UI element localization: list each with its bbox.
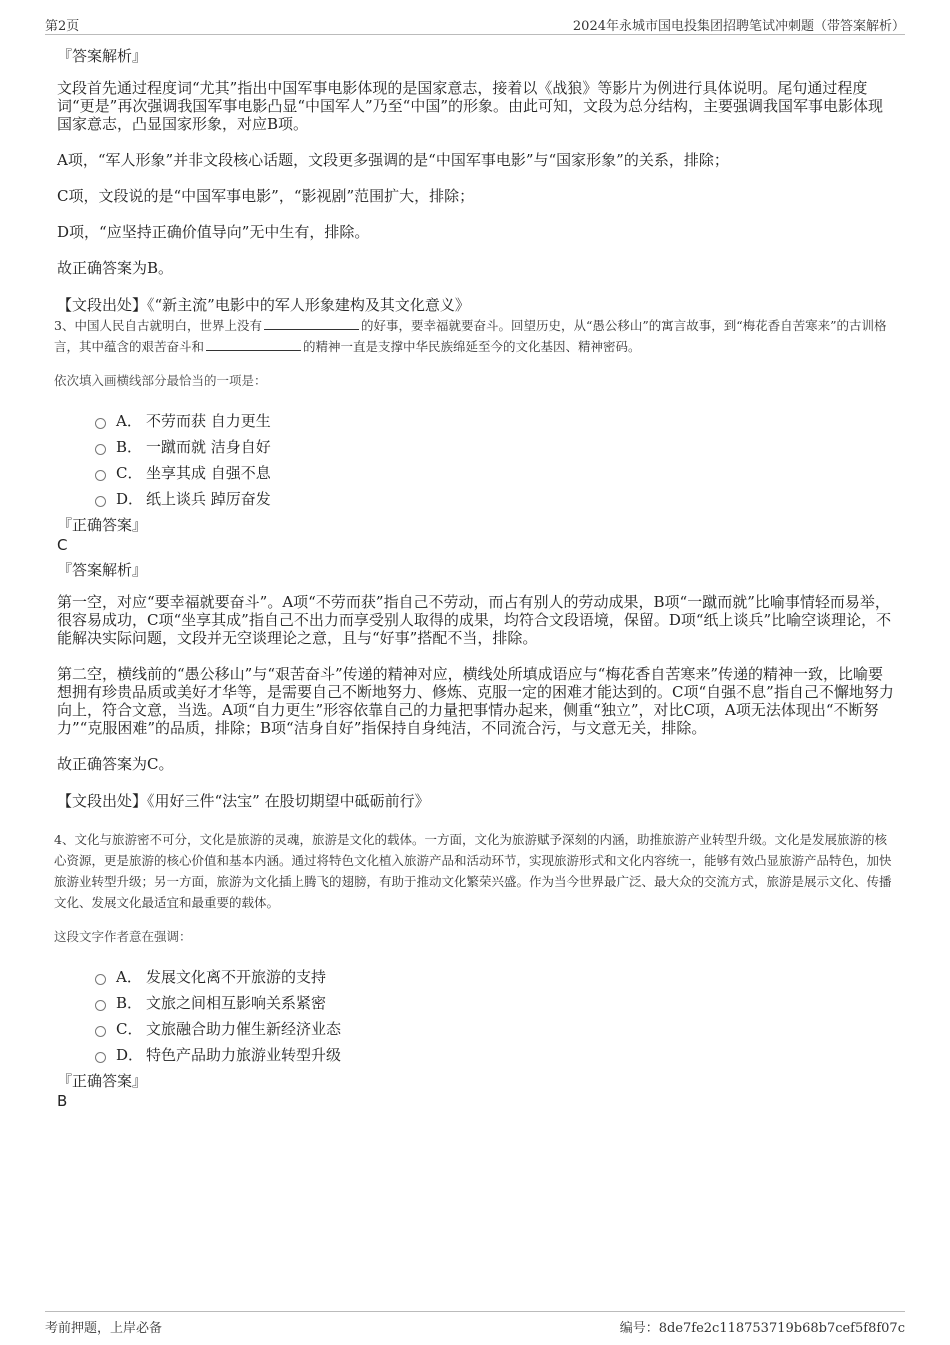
analysis-paragraph: 第二空，横线前的“愚公移山”与“艰苦奋斗”传递的精神对应，横线处所填成语应与“梅花香自苦寒来”传递的精神一致，比喻要想拥有珍贵品质或美好才华等，是需要自己不断地努力、修炼、克服一定的困难才能达到的。C项“自强不息”指自己不懈地努力向上，符合文意，当选。A项“自力更生”形容依靠自己的力量把事情办起来，侧重“独立”，对比C项，A项无法体现出“不断努力”“克服困难”的品质，排除；B项“洁身自好”指保持自身纯洁，不同流合污，与文意无关，排除。	[57, 665, 894, 737]
radio-icon[interactable]	[95, 1052, 106, 1063]
radio-icon[interactable]	[95, 1000, 106, 1011]
analysis-paragraph: C项，文段说的是“中国军事电影”，“影视剧”范围扩大，排除；	[57, 187, 475, 205]
radio-icon[interactable]	[95, 418, 106, 429]
footer-slogan: 考前押题，上岸必备	[45, 1321, 163, 1336]
document-title: 2024年永城市国电投集团招聘笔试冲刺题（带答案解析）	[572, 19, 905, 34]
fill-blank	[206, 338, 301, 351]
correct-answer-value: C	[57, 536, 68, 554]
radio-icon[interactable]	[95, 496, 106, 507]
page-footer	[45, 1311, 905, 1336]
option-a[interactable]: A． 不劳而获 自力更生	[95, 407, 897, 433]
option-d[interactable]: D． 纸上谈兵 踔厉奋发	[95, 485, 897, 511]
page-number: 第2页	[45, 19, 80, 34]
analysis-paragraph: D项，“应坚持正确价值导向”无中生有，排除。	[57, 223, 370, 241]
option-c[interactable]: C． 文旅融合助力催生新经济业态	[95, 1015, 897, 1041]
option-b[interactable]: B． 文旅之间相互影响关系紧密	[95, 989, 897, 1015]
option-c[interactable]: C． 坐享其成 自强不息	[95, 459, 897, 485]
question-4-options	[95, 963, 897, 1067]
option-b[interactable]: B． 一蹴而就 洁身自好	[95, 433, 897, 459]
source-citation: 【文段出处】《用好三件“法宝” 在股切期望中砥砺前行》	[57, 792, 430, 810]
question-3-prompt: 依次填入画横线部分最恰当的一项是：	[54, 373, 267, 388]
analysis-heading: 『答案解析』	[57, 561, 148, 579]
page-content	[54, 45, 897, 1115]
document-serial: 编号：8de7fe2c118753719b68b7cef5f8f07c	[619, 1321, 905, 1336]
correct-answer-heading: 『正确答案』	[57, 516, 148, 534]
radio-icon[interactable]	[95, 444, 106, 455]
question-4-stem: 4、文化与旅游密不可分，文化是旅游的灵魂，旅游是文化的载体。一方面，文化为旅游赋予深刻的内涵，助推旅游产业转型升级。文化是发展旅游的核心资源，更是旅游的核心价值和基本内涵。通过将特色文化植入旅游产品和活动环节，实现旅游形式和文化内容统一，能够有效凸显旅游产品特色，加快旅游业转型升级；另一方面，旅游为文化插上腾飞的翅膀，有助于推动文化繁荣兴盛。作为当今世界最广泛、最大众的交流方式，旅游是展示文化、传播文化、发展文化最适宜和最重要的载体。	[54, 832, 892, 910]
analysis-paragraph: 文段首先通过程度词“尤其”指出中国军事电影体现的是国家意志，接着以《战狼》等影片为例进行具体说明。尾句通过程度词“更是”再次强调我国军事电影凸显“中国军人”乃至“中国”的形象。由此可知，文段为总分结构，主要强调我国军事电影体现国家意志，凸显国家形象，对应B项。	[57, 79, 884, 133]
correct-answer-heading: 『正确答案』	[57, 1072, 148, 1090]
option-a[interactable]: A． 发展文化离不开旅游的支持	[95, 963, 897, 989]
radio-icon[interactable]	[95, 470, 106, 481]
question-3-stem: 3、中国人民自古就明白，世界上没有 的好事，要幸福就要奋斗。回望历史，从“愚公移山”的寓言故事，到“梅花香自苦寒来”的古训格言，其中蕴含的艰苦奋斗和 的精神一直是支撑中华民族绵延至今的文化基因、精神密码。	[54, 318, 887, 354]
analysis-paragraph: A项，“军人形象”并非文段核心话题，文段更多强调的是“中国军事电影”与“国家形象”的关系，排除；	[57, 151, 729, 169]
analysis-conclusion: 故正确答案为B。	[57, 259, 174, 277]
radio-icon[interactable]	[95, 974, 106, 985]
analysis-paragraph: 第一空，对应“要幸福就要奋斗”。A项“不劳而获”指自己不劳动，而占有别人的劳动成果，B项“一蹴而就”比喻事情轻而易举，很容易成功，C项“坐享其成”指自己不出力而享受别人取得的成果，均符合文段语境，保留。D项“纸上谈兵”比喻空谈理论，不能解决实际问题，文段并无空谈理论之意，且与“好事”搭配不当，排除。	[57, 593, 892, 647]
analysis-heading: 『答案解析』	[57, 47, 148, 65]
option-d[interactable]: D． 特色产品助力旅游业转型升级	[95, 1041, 897, 1067]
fill-blank	[264, 317, 359, 330]
analysis-conclusion: 故正确答案为C。	[57, 755, 174, 773]
correct-answer-value: B	[57, 1092, 68, 1110]
question-4-prompt: 这段文字作者意在强调：	[54, 929, 192, 944]
question-3-options	[95, 407, 897, 511]
page-header	[45, 12, 905, 35]
source-citation: 【文段出处】《“新主流”电影中的军人形象建构及其文化意义》	[57, 296, 470, 314]
radio-icon[interactable]	[95, 1026, 106, 1037]
